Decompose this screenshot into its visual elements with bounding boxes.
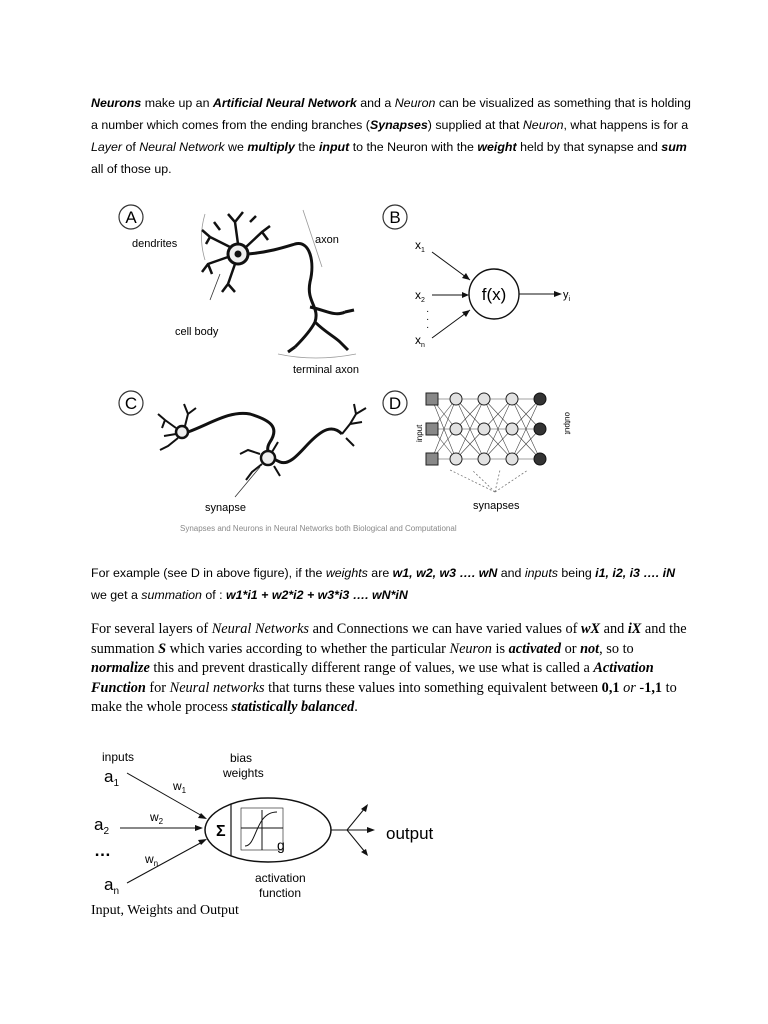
output-label: output xyxy=(386,824,434,843)
term-normalize: normalize xyxy=(91,660,150,676)
term-neural-network: Neural Network xyxy=(139,140,225,154)
axon-label: axon xyxy=(315,234,339,246)
x1-label: $x_1$ xyxy=(415,238,425,254)
term-artificial-neural-network: Artificial Neural Network xyxy=(212,96,357,110)
term-multiply: multiply xyxy=(247,140,295,154)
summation-formula: w1*i1 + w2*i2 + w3*i3 …. wN*iN xyxy=(226,588,408,602)
yi-label: $y_i$ xyxy=(563,289,571,303)
inputs-list: i1, i2, i3 …. iN xyxy=(595,566,676,580)
range-0-1: 0,1 xyxy=(601,679,620,696)
text-run: and the summation xyxy=(91,621,687,657)
intro-paragraph xyxy=(91,92,691,180)
text-run: for xyxy=(145,679,170,696)
function-label: function xyxy=(259,886,302,900)
input-label: input xyxy=(415,424,424,442)
text-run: or xyxy=(561,640,581,657)
panel-b xyxy=(383,205,571,349)
a2-label: $a_2$ xyxy=(94,815,110,837)
text-run: the xyxy=(294,140,319,154)
ellipsis-dots: · xyxy=(426,322,430,333)
synapse-pointers xyxy=(450,470,528,492)
xn-label: $x_n$ xyxy=(415,333,425,349)
bias-label: bias xyxy=(230,751,253,765)
text-run: make up an xyxy=(141,96,213,110)
text-run: . xyxy=(354,699,358,715)
text-run: and xyxy=(497,566,525,580)
an-label: $a_n$ xyxy=(104,875,120,897)
term-s: S xyxy=(158,640,167,657)
text-run: we get a xyxy=(91,588,142,602)
w2-label: $w_2$ xyxy=(150,810,164,826)
a1-label: $a_1$ xyxy=(104,767,120,789)
w1-label: $w_1$ xyxy=(173,779,187,795)
x2-label: $x_2$ xyxy=(415,288,425,304)
terminal-axon-label: terminal axon xyxy=(293,364,360,376)
term-activation-function: Activation Function xyxy=(91,660,654,696)
output-label: output xyxy=(563,412,572,435)
term-neural-networks: Neural networks xyxy=(169,679,265,696)
text-run: is xyxy=(491,640,509,657)
panel-b-label: B xyxy=(389,208,401,227)
wn-label: $w_n$ xyxy=(145,852,159,868)
text-run: being xyxy=(557,566,596,580)
term-neurons: Neurons xyxy=(91,96,142,110)
weights-label: weights xyxy=(223,766,264,780)
text-run: we xyxy=(224,140,248,154)
fx-label: f(x) xyxy=(481,285,507,304)
dots-label: … xyxy=(94,841,111,860)
term-inputs: inputs xyxy=(524,566,558,580)
figure2-caption: Input, Weights and Output xyxy=(91,903,239,918)
term-weight: weight xyxy=(477,140,517,154)
activation-paragraph xyxy=(91,620,691,718)
cell-body-label: cell body xyxy=(175,326,219,338)
term-not: not xyxy=(580,640,600,657)
perceptron-diagram xyxy=(85,740,445,905)
output-arrows xyxy=(331,808,369,852)
synapses-label: synapses xyxy=(473,500,520,512)
panel-c xyxy=(119,391,366,514)
term-synapses: Synapses xyxy=(369,118,428,132)
text-run: ) supplied at that xyxy=(427,118,523,132)
panel-c-label: C xyxy=(124,394,138,413)
text-run: and xyxy=(600,621,628,637)
figure1-caption: Synapses and Neurons in Neural Networks both Biological and Computational xyxy=(180,524,457,533)
range-minus1-1: 1,1 xyxy=(644,679,663,696)
example-paragraph xyxy=(91,562,691,606)
term-summation: summation xyxy=(141,588,202,602)
term-weights: weights xyxy=(325,566,368,580)
text-run: that turns these values into something equivalent between xyxy=(264,679,602,696)
panel-d-label: D xyxy=(388,394,402,413)
text-run: are xyxy=(367,566,393,580)
weights-list: w1, w2, w3 …. wN xyxy=(392,566,498,580)
panel-a xyxy=(119,205,359,376)
output-nodes xyxy=(534,393,546,465)
text-run: For example (see D in above figure), if the xyxy=(91,566,326,580)
text-run: this and prevent drastically different range of values, we use what is called a xyxy=(149,660,594,676)
term-wx: wX xyxy=(580,621,601,637)
input-arrows xyxy=(120,773,204,883)
term-sum: sum xyxy=(661,140,687,154)
panel-d xyxy=(383,391,572,512)
term-neuron: Neuron xyxy=(449,640,492,657)
term-input: input xyxy=(318,140,350,154)
text-run: - xyxy=(635,679,645,696)
sigma-symbol: Σ xyxy=(216,823,226,840)
term-statistically-balanced: statistically balanced xyxy=(231,699,355,715)
term-neuron: Neuron xyxy=(522,118,564,132)
text-run: can be visualized as something that is holding a number which comes from the ending branches ( xyxy=(91,96,691,132)
text-run: , what happens is for a xyxy=(563,118,689,132)
synapse-label: synapse xyxy=(205,502,246,514)
neuron-drawing-a xyxy=(202,212,354,352)
inputs-label: inputs xyxy=(102,750,135,764)
text-run: and Connections we can have varied values of xyxy=(309,621,581,637)
text-run: of : xyxy=(201,588,227,602)
neuron-drawing-c xyxy=(158,404,366,480)
text-run: to make the whole process xyxy=(91,679,677,715)
text-run: which varies according to whether the particular xyxy=(166,640,450,657)
ellipsis-dots: · xyxy=(426,306,430,317)
hidden-nodes xyxy=(450,393,518,465)
term-ix: iX xyxy=(627,621,642,637)
ellipsis-dots: · xyxy=(426,314,430,325)
text-run: For several layers of xyxy=(91,621,212,637)
term-neuron: Neuron xyxy=(394,96,436,110)
text-run: all of those up. xyxy=(91,162,172,176)
text-run: , so to xyxy=(599,640,634,657)
g-label: g xyxy=(277,837,285,853)
term-layer: Layer xyxy=(91,140,122,154)
activation-label: activation xyxy=(255,871,306,885)
term-activated: activated xyxy=(508,640,561,657)
input-nodes xyxy=(426,393,438,465)
text-run: to the Neuron with the xyxy=(349,140,478,154)
neuron-figure xyxy=(110,192,590,542)
dendrites-label: dendrites xyxy=(132,238,178,250)
text-run: held by that synapse and xyxy=(516,140,662,154)
term-neural-networks: Neural Networks xyxy=(211,621,309,637)
text-run: and a xyxy=(356,96,395,110)
term-or: or xyxy=(623,679,636,696)
panel-a-label: A xyxy=(125,208,137,227)
text-run: of xyxy=(122,140,140,154)
